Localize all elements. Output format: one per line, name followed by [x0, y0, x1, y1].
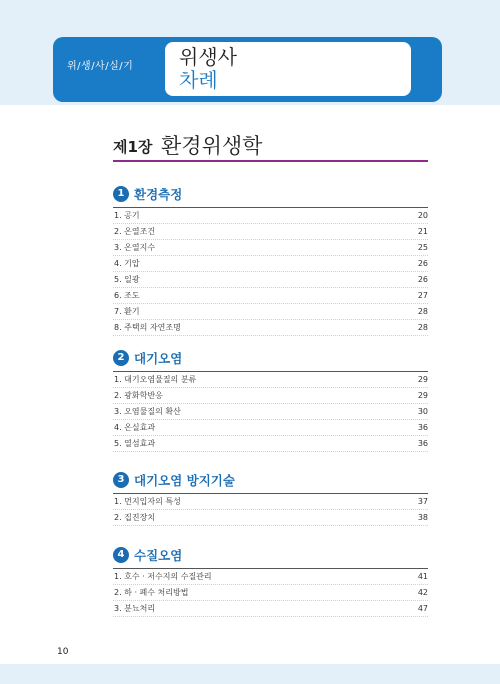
section-water-pollution: [113, 545, 428, 617]
section-number-badge: 2: [113, 350, 129, 366]
toc-item-label: 2. 하 · 폐수 처리방법: [114, 588, 189, 597]
toc-item[interactable]: [113, 372, 428, 388]
section-header: [113, 184, 428, 206]
toc-item-page: 36: [417, 423, 428, 432]
toc-item-page: 26: [417, 259, 428, 268]
toc-item-page: 28: [417, 323, 428, 332]
toc-item[interactable]: [113, 494, 428, 510]
book-title: 위생사: [179, 45, 237, 69]
toc-item-page: 27: [417, 291, 428, 300]
section-air-pollution: [113, 348, 428, 452]
toc-item-page: 41: [417, 572, 428, 581]
toc-item-page: 25: [417, 243, 428, 252]
header-banner: [53, 37, 442, 102]
section-title: 대기오염 방지기술: [134, 473, 235, 488]
toc-item-label: 6. 조도: [114, 291, 140, 300]
toc-item-page: 36: [417, 439, 428, 448]
toc-item-label: 8. 주택의 자연조명: [114, 323, 181, 332]
toc-item-page: 29: [417, 375, 428, 384]
toc-item[interactable]: [113, 304, 428, 320]
toc-item[interactable]: [113, 510, 428, 526]
section-number-badge: 4: [113, 547, 129, 563]
toc-item-page: 42: [417, 588, 428, 597]
toc-item-label: 2. 광화학반응: [114, 391, 163, 400]
toc-item-page: 26: [417, 275, 428, 284]
section-air-pollution-control: [113, 470, 428, 526]
toc-item[interactable]: [113, 585, 428, 601]
bottom-band: [0, 664, 500, 684]
section-number-badge: 1: [113, 186, 129, 202]
section-environment-measurement: [113, 184, 428, 336]
toc-item-label: 7. 환기: [114, 307, 140, 316]
section-header: [113, 545, 428, 567]
toc-item-label: 4. 기압: [114, 259, 140, 268]
toc-item-label: 3. 온열지수: [114, 243, 156, 252]
section-title: 환경측정: [134, 187, 183, 202]
toc-item-page: 38: [417, 513, 428, 522]
toc-item-page: 37: [417, 497, 428, 506]
toc-item-label: 5. 일광: [114, 275, 140, 284]
toc-item-page: 20: [417, 211, 428, 220]
section-title: 수질오염: [134, 548, 183, 563]
series-label: 위/생/사/실/기: [67, 61, 134, 72]
toc-item-page: 29: [417, 391, 428, 400]
chapter-title: 환경위생학: [161, 134, 263, 158]
page-number: 10: [57, 647, 69, 657]
toc-item-page: 47: [417, 604, 428, 613]
section-header: [113, 348, 428, 370]
chapter-heading: [113, 130, 428, 162]
toc-item[interactable]: [113, 272, 428, 288]
section-header: [113, 470, 428, 492]
toc-item-page: 28: [417, 307, 428, 316]
toc-item-label: 4. 온실효과: [114, 423, 156, 432]
toc-item[interactable]: [113, 208, 428, 224]
toc-item[interactable]: [113, 240, 428, 256]
toc-item-page: 21: [417, 227, 428, 236]
toc-item-label: 1. 공기: [114, 211, 140, 220]
toc-item-page: 30: [417, 407, 428, 416]
toc-item-label: 5. 열섬효과: [114, 439, 156, 448]
toc-item[interactable]: [113, 288, 428, 304]
toc-item-label: 3. 오염물질의 확산: [114, 407, 181, 416]
toc-item-label: 1. 대기오염물질의 분류: [114, 375, 197, 384]
toc-item[interactable]: [113, 436, 428, 452]
toc-item-label: 1. 먼지입자의 특성: [114, 497, 181, 506]
toc-item[interactable]: [113, 320, 428, 336]
chapter-number: 제1장: [113, 138, 153, 156]
toc-item[interactable]: [113, 388, 428, 404]
toc-item[interactable]: [113, 601, 428, 617]
header-title-box: [165, 42, 411, 96]
toc-item-label: 1. 호수 · 저수지의 수질관리: [114, 572, 212, 581]
toc-item-label: 2. 집진장치: [114, 513, 156, 522]
section-number-badge: 3: [113, 472, 129, 488]
toc-item-label: 3. 분뇨처리: [114, 604, 156, 613]
toc-item[interactable]: [113, 224, 428, 240]
toc-item[interactable]: [113, 420, 428, 436]
section-title: 대기오염: [134, 351, 183, 366]
contents-title: 차례: [179, 68, 218, 92]
toc-item[interactable]: [113, 404, 428, 420]
toc-item[interactable]: [113, 569, 428, 585]
chapter-divider: [113, 160, 428, 162]
toc-item-label: 2. 온열조건: [114, 227, 156, 236]
toc-item[interactable]: [113, 256, 428, 272]
